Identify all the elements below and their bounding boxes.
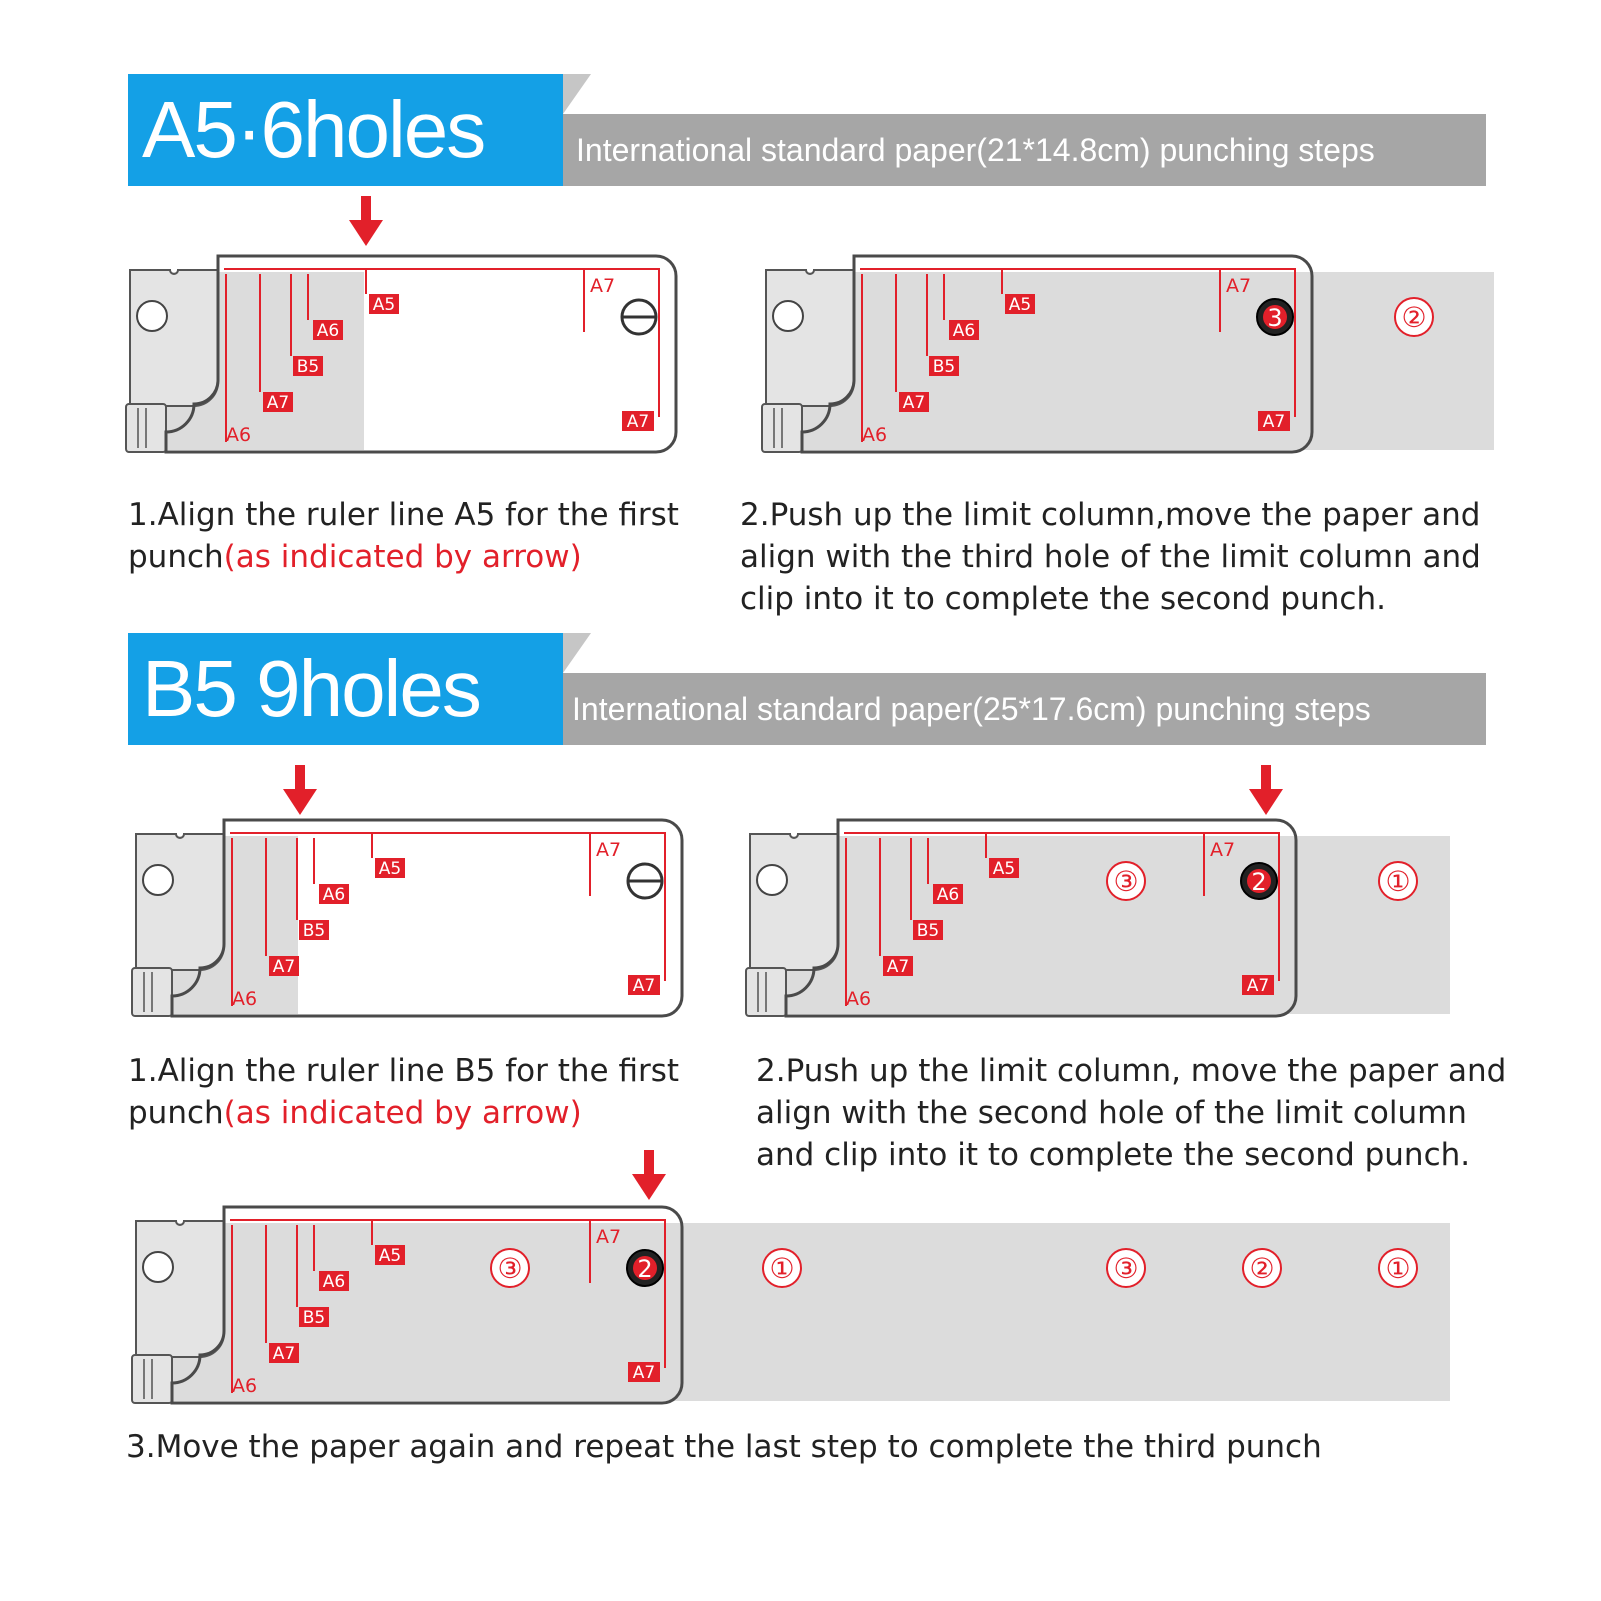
clip-block: [136, 834, 224, 970]
ruler-label: A7: [266, 393, 290, 413]
ruler-label: A7: [272, 1344, 296, 1364]
hole-number: ②: [1249, 1252, 1275, 1285]
section-title: B5 9holes: [142, 644, 480, 733]
ruler-label: A6: [952, 321, 976, 341]
step-text-line2: align with the third hole of the limit column and: [740, 539, 1481, 575]
clip-hole-icon: [773, 301, 803, 331]
ruler-label: B5: [302, 921, 326, 941]
ruler-label: A7: [1262, 412, 1286, 432]
hole-number: ①: [769, 1252, 795, 1285]
limit-hole-number: 2: [1251, 868, 1267, 896]
ruler-label: A5: [378, 859, 402, 879]
diagram-b5-step3: [132, 1150, 1450, 1403]
limit-hole-number: 3: [1267, 304, 1283, 332]
ruler-label: B5: [916, 921, 940, 941]
step-text: 3.Move the paper again and repeat the last step to complete the third punch: [126, 1429, 1322, 1465]
ruler-label: A6: [232, 988, 258, 1010]
hole-number: ③: [497, 1252, 523, 1285]
section-subtitle: International standard paper(21*14.8cm) punching steps: [576, 132, 1375, 168]
step-text-line2: punch(as indicated by arrow): [128, 539, 582, 575]
ruler-label: A7: [272, 957, 296, 977]
ruler-label: A7: [626, 412, 650, 432]
arrow-shaft: [644, 1150, 654, 1176]
clip-block: [136, 1221, 224, 1357]
ruler-label: A7: [632, 1363, 656, 1383]
down-arrow-icon: [349, 220, 383, 246]
ruler-label: A7: [590, 275, 616, 297]
arrow-shaft: [1261, 765, 1271, 791]
down-arrow-icon: [283, 789, 317, 815]
ruler-label: A5: [992, 859, 1016, 879]
step-text: 2.Push up the limit column, move the paper and: [756, 1053, 1507, 1089]
down-arrow-icon: [632, 1174, 666, 1200]
hole-number: ③: [1113, 1252, 1139, 1285]
step-text: 2.Push up the limit column,move the paper and: [740, 497, 1481, 533]
ruler-label: A7: [596, 1226, 622, 1248]
ruler-label: A6: [322, 885, 346, 905]
step-text-line3: clip into it to complete the second punch.: [740, 581, 1386, 617]
arrow-shaft: [295, 765, 305, 791]
diagram-b5-step1: [132, 765, 682, 1016]
ruler-label: A7: [632, 976, 656, 996]
hole-number: ①: [1385, 1252, 1411, 1285]
step-text-line2: punch(as indicated by arrow): [128, 1095, 582, 1131]
clip-block: [766, 270, 854, 406]
step-text: 1.Align the ruler line A5 for the first: [128, 497, 679, 533]
ruler-label: A6: [316, 321, 340, 341]
arrow-shaft: [361, 196, 371, 222]
down-arrow-icon: [1249, 789, 1283, 815]
diagram-b5-step2: [746, 765, 1450, 1016]
ruler-label: A7: [886, 957, 910, 977]
hole-number: ③: [1113, 865, 1139, 898]
clip-block: [130, 270, 218, 406]
ruler-label: A7: [1210, 839, 1236, 861]
step-text-line3: and clip into it to complete the second punch.: [756, 1137, 1471, 1173]
ruler-label: A6: [862, 424, 888, 446]
step-text-line2: align with the second hole of the limit column: [756, 1095, 1467, 1131]
ruler-label: A5: [372, 295, 396, 315]
ruler-label: A7: [1246, 976, 1270, 996]
clip-hole-icon: [757, 865, 787, 895]
ruler-label: A6: [846, 988, 872, 1010]
ruler-label: A6: [226, 424, 252, 446]
clip-hole-icon: [143, 1252, 173, 1282]
ruler-label: A6: [322, 1272, 346, 1292]
ruler-label: A7: [596, 839, 622, 861]
hole-number: ②: [1401, 301, 1427, 334]
ruler-label: A5: [378, 1246, 402, 1266]
step-text: 1.Align the ruler line B5 for the first: [128, 1053, 680, 1089]
ruler-label: A7: [902, 393, 926, 413]
ruler-label: B5: [296, 357, 320, 377]
hole-number: ①: [1385, 865, 1411, 898]
diagram-a5-step2: [762, 256, 1494, 452]
arrow-note: (as indicated by arrow): [223, 539, 582, 575]
diagram-a5-step1: [126, 196, 676, 452]
ruler-label: A6: [232, 1375, 258, 1397]
paper-sheet: [802, 272, 1494, 450]
ruler-label: A7: [1226, 275, 1252, 297]
section-title: A5·6holes: [142, 85, 485, 174]
clip-hole-icon: [137, 301, 167, 331]
ruler-label: A5: [1008, 295, 1032, 315]
section-subtitle: International standard paper(25*17.6cm) punching steps: [572, 691, 1371, 727]
clip-hole-icon: [143, 865, 173, 895]
ruler-label: A6: [936, 885, 960, 905]
limit-hole-number: 2: [637, 1255, 653, 1283]
arrow-note: (as indicated by arrow): [223, 1095, 582, 1131]
ruler-label: B5: [302, 1308, 326, 1328]
clip-block: [750, 834, 838, 970]
ruler-label: B5: [932, 357, 956, 377]
